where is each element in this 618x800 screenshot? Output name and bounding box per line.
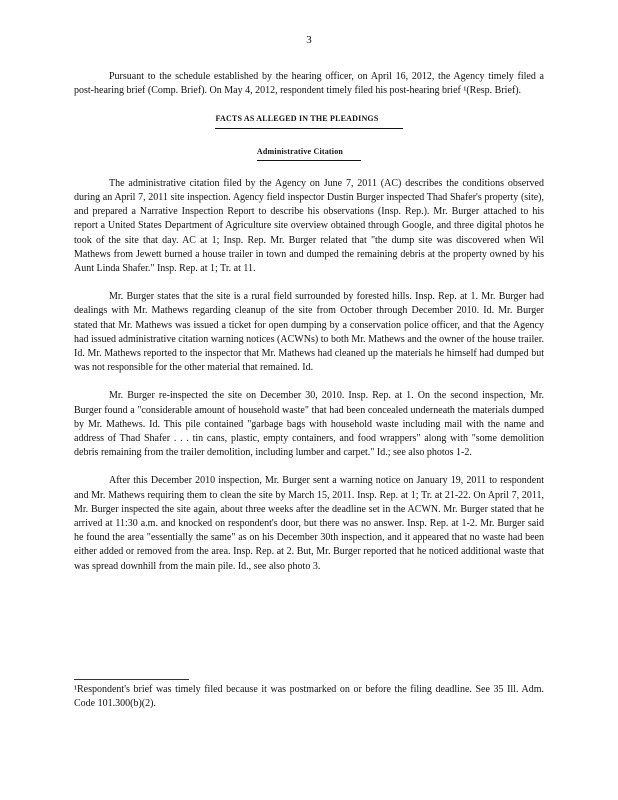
subsection-heading <box>74 145 544 161</box>
paragraph-post-hearing-briefs: Pursuant to the schedule established by the hearing officer, on April 16, 2012, the Agency timely filed a post-hearing brief (Comp. Brief). On May 4, 2012, respondent timely filed his post-hearing brief ¹(Resp. Brief). <box>74 71 544 97</box>
subsection-heading-text: Administrative Citation <box>257 145 361 161</box>
paragraph-reinspection: Mr. Burger re-inspected the site on December 30, 2010. Insp. Rep. at 1. On the second inspection, Mr. Burger found a "considerable amount of household waste" that had been concealed underneath the materials dumped by Mr. Mathews. Id. This pile contained "garbage bags with household waste including mail with the name and address of Thad Shafer . . . tin cans, plastic, empty containers, and food wrappers" along with "some demolition debris remaining from the trailer demolition, including lumber and carpet." Id.; see also photos 1-2. <box>74 390 544 459</box>
paragraph-rural-field: Mr. Burger states that the site is a rural field surrounded by forested hills. Insp. Rep. at 1. Mr. Burger had dealings with Mr. Mathews regarding cleanup of the site from October through December 2010. Id. Mr. Burger stated that Mr. Mathews was issued a ticket for open dumping by a conservation police officer, and that the Agency had issued administrative citation warning notices (ACWNs) to both Mr. Mathews and the owner of the house trailer. Id. Mr. Mathews reported to the inspector that Mr. Mathews had cleaned up the materials he himself had dumped but was not responsible for the other material that remained. Id. <box>74 291 544 374</box>
section-heading-text: FACTS AS ALLEGED IN THE PLEADINGS <box>215 112 402 128</box>
footnote-divider <box>74 679 189 680</box>
paragraph-administrative-citation: The administrative citation filed by the Agency on June 7, 2011 (AC) describes the conditions observed during an April 7, 2011 site inspection. Agency field inspector Dustin Burger inspected Thad Shafer's property (site), and prepared a Narrative Inspection Report to describe his observations (Insp. Rep.). Mr. Burger attached to his report a United States Department of Agriculture site overview obtained through Google, and three digital photos he took of the site that day. AC at 1; Insp. Rep. Mr. Burger related that "the dump site was discovered when Wil Mathews from Jewett burned a house trailer in town and dumped the remaining debris at the property owned by his Aunt Linda Shafer." Insp. Rep. at 1; Tr. at 11. <box>74 177 544 275</box>
footnote: ¹Respondent's brief was timely filed because it was postmarked on or before the filing deadline. See 35 Ill. Adm. Code 101.300(b)(2). <box>74 684 544 709</box>
page-number: 3 <box>306 34 312 46</box>
section-heading <box>74 112 544 128</box>
paragraph-warning-notice: After this December 2010 inspection, Mr. Burger sent a warning notice on January 19, 2011 to respondent and Mr. Mathews requiring them to clean the site by March 15, 2011. Insp. Rep. at 1; Tr. at 21-22. On April 7, 2011, Mr. Burger inspected the site again, about three weeks after the deadline set in the ACWN. Mr. Burger stated that he arrived at 11:30 a.m. and knocked on respondent's door, but there was no answer. Insp. Rep. at 1-2. Mr. Burger said he found the area "essentially the same" as on his December 30th inspection, and it appeared that no waste had been either added or removed from the area. Insp. Rep. at 2. But, Mr. Burger reported that he noticed additional waste that was spread downhill from the main pile. Id., see also photo 3. <box>74 475 544 572</box>
document-body <box>74 70 544 588</box>
